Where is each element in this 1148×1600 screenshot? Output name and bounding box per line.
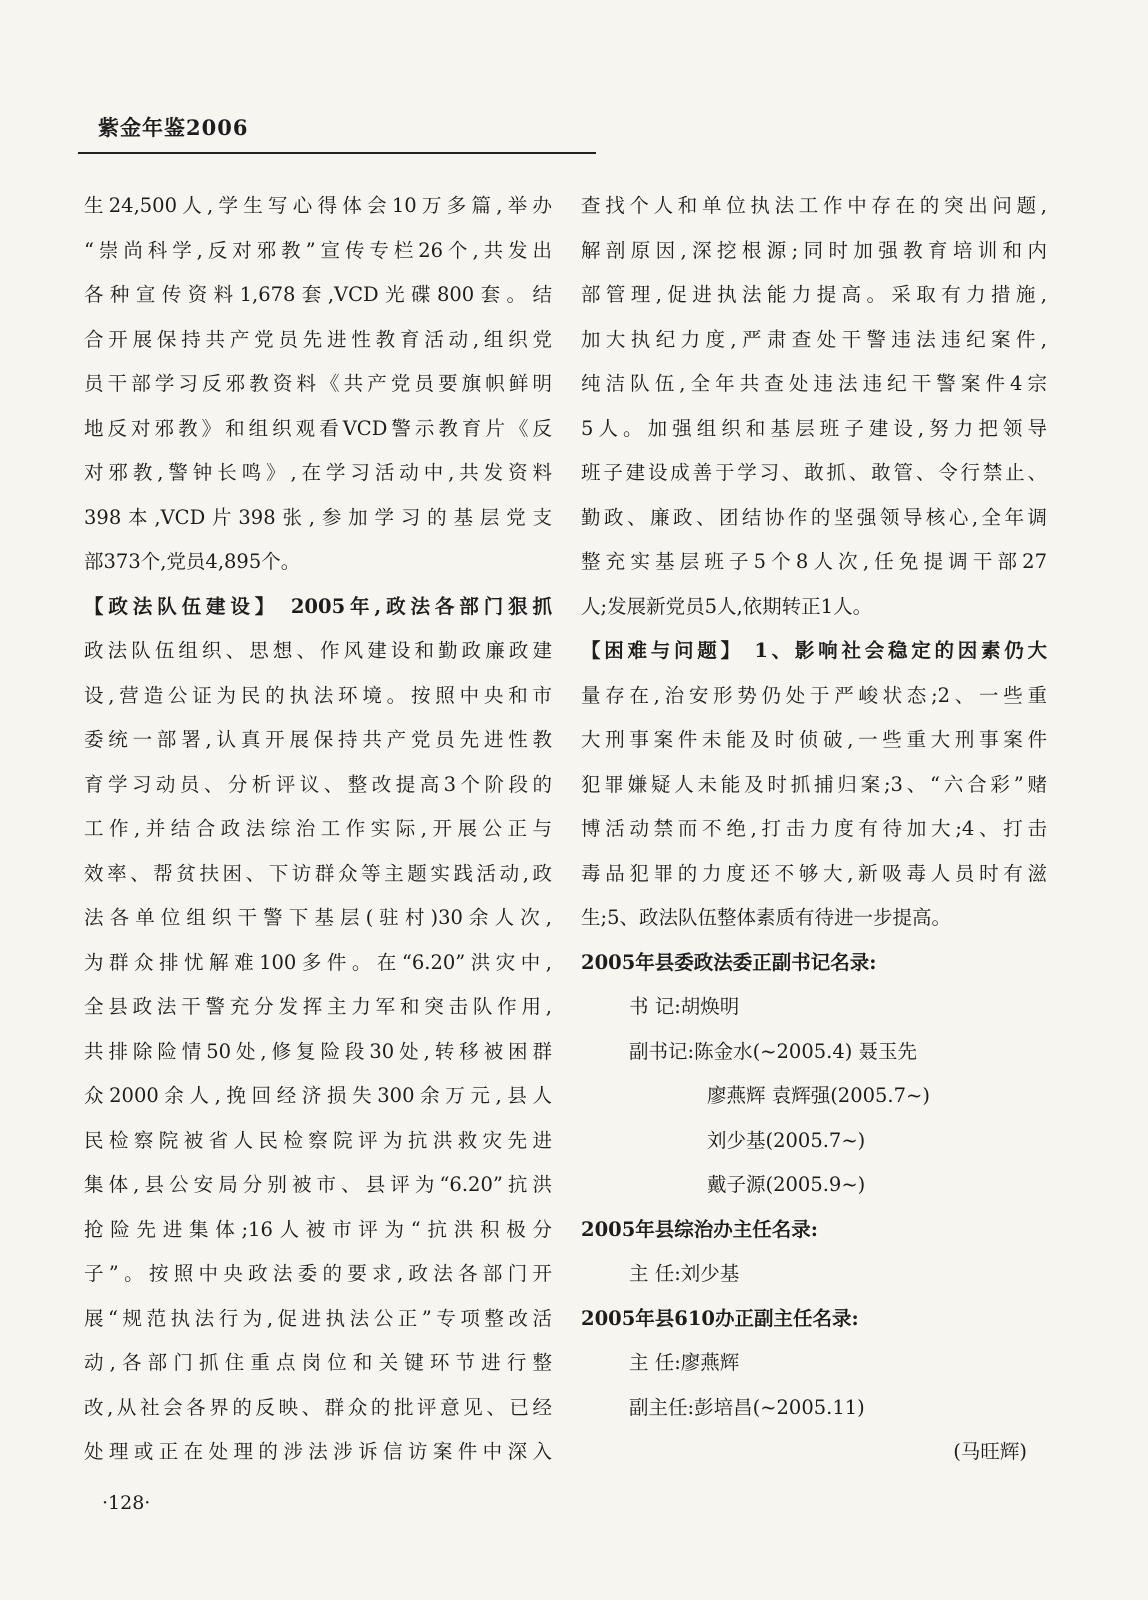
roster-heading: 2005年县委政法委正副书记名录: bbox=[581, 950, 877, 974]
text-line: 398本,VCD片398张,参加学习的基层党支 bbox=[84, 505, 552, 529]
page-number: ·128· bbox=[102, 1492, 151, 1514]
right-column bbox=[581, 184, 1047, 1475]
text-line: 纯洁队伍,全年共查处违法违纪干警案件4宗 bbox=[581, 372, 1047, 395]
text-line: 员干部学习反邪教资料《共产党员要旗帜鲜明 bbox=[84, 372, 552, 395]
text-line: 子”。按照中央政法委的要求,政法各部门开 bbox=[84, 1262, 552, 1285]
text-line: 犯罪嫌疑人未能及时抓捕归案;3、“六合彩”赌 bbox=[581, 772, 1047, 796]
text-line: 部管理,促进执法能力提高。采取有力措施, bbox=[581, 283, 1047, 306]
roster-entry: 副主任:彭培昌(~2005.11) bbox=[629, 1395, 865, 1419]
text-line: 对邪教,警钟长鸣》,在学习活动中,共发资料 bbox=[84, 461, 552, 484]
left-column bbox=[84, 184, 552, 1475]
text-line: 处理或正在处理的涉法涉诉信访案件中深入 bbox=[84, 1440, 552, 1463]
roster-entry: 主 任:刘少基 bbox=[629, 1262, 740, 1285]
text-line: 展“规范执法行为,促进执法公正”专项整改活 bbox=[84, 1306, 552, 1330]
running-header: 紫金年鉴2006 bbox=[98, 115, 249, 140]
text-line: 查找个人和单位执法工作中存在的突出问题, bbox=[581, 194, 1047, 217]
text-line: 共排除险情50处,修复险段30处,转移被困群 bbox=[84, 1039, 552, 1063]
text-line: 人;发展新党员5人,依期转正1人。 bbox=[581, 594, 873, 618]
text-line: 集体,县公安局分别被市、县评为“6.20”抗洪 bbox=[84, 1173, 552, 1196]
text-line: 抢险先进集体;16人被市评为“抗洪积极分 bbox=[84, 1217, 552, 1241]
text-line: 委统一部署,认真开展保持共产党员先进性教 bbox=[84, 728, 552, 751]
text-line: 法各单位组织干警下基层(驻村)30余人次, bbox=[84, 906, 552, 929]
text-line: 育学习动员、分析评议、整改提高3个阶段的 bbox=[84, 772, 552, 796]
section-heading-line: 【困难与问题】 1、影响社会稳定的因素仍大 bbox=[581, 639, 1047, 662]
text-line: 量存在,治安形势仍处于严峻状态;2、一些重 bbox=[581, 683, 1047, 707]
text-line: 勤政、廉政、团结协作的坚强领导核心,全年调 bbox=[581, 505, 1047, 529]
text-line: 整充实基层班子5个8人次,任免提调干部27 bbox=[581, 550, 1047, 573]
text-line: 工作,并结合政法综治工作实际,开展公正与 bbox=[84, 817, 552, 840]
author-credit: (马旺辉) bbox=[953, 1440, 1027, 1463]
roster-heading: 2005年县610办正副主任名录: bbox=[581, 1306, 859, 1330]
text-line: 政法队伍组织、思想、作风建设和勤政廉政建 bbox=[84, 639, 552, 662]
roster-heading: 2005年县综治办主任名录: bbox=[581, 1217, 818, 1241]
text-line: 动,各部门抓住重点岗位和关键环节进行整 bbox=[84, 1351, 552, 1374]
text-line: 部373个,党员4,895个。 bbox=[84, 550, 301, 573]
text-line: “崇尚科学,反对邪教”宣传专栏26个,共发出 bbox=[84, 238, 552, 262]
text-line: 众2000余人,挽回经济损失300余万元,县人 bbox=[84, 1084, 552, 1107]
roster-entry: 主 任:廖燕辉 bbox=[629, 1351, 740, 1374]
text-line: 博活动禁而不绝,打击力度有待加大;4、打击 bbox=[581, 817, 1047, 840]
text-line: 为群众排忧解难100多件。在“6.20”洪灾中, bbox=[84, 950, 552, 974]
roster-entry: 副书记:陈金水(~2005.4) 聂玉先 bbox=[629, 1039, 918, 1063]
text-line: 改,从社会各界的反映、群众的批评意见、已经 bbox=[84, 1395, 552, 1419]
text-line: 大刑事案件未能及时侦破,一些重大刑事案件 bbox=[581, 728, 1047, 751]
text-line: 加大执纪力度,严肃查处干警违法违纪案件, bbox=[581, 327, 1047, 351]
text-line: 班子建设成善于学习、敢抓、敢管、令行禁止、 bbox=[581, 461, 1047, 484]
text-line: 地反对邪教》和组织观看VCD警示教育片《反 bbox=[84, 416, 552, 440]
header-rule bbox=[78, 152, 596, 154]
text-line: 全县政法干警充分发挥主力军和突击队作用, bbox=[84, 995, 552, 1018]
text-line: 各种宣传资料1,678套,VCD光碟800套。结 bbox=[84, 283, 552, 306]
text-line: 5人。加强组织和基层班子建设,努力把领导 bbox=[581, 416, 1047, 440]
roster-entry: 廖燕辉 袁辉强(2005.7~) bbox=[707, 1084, 930, 1107]
text-line: 毒品犯罪的力度还不够大,新吸毒人员时有滋 bbox=[581, 861, 1047, 885]
text-line: 生24,500人,学生写心得体会10万多篇,举办 bbox=[84, 194, 552, 217]
text-line: 民检察院被省人民检察院评为抗洪救灾先进 bbox=[84, 1128, 552, 1152]
text-line: 生;5、政法队伍整体素质有待进一步提高。 bbox=[581, 906, 951, 929]
text-line: 解剖原因,深挖根源;同时加强教育培训和内 bbox=[581, 238, 1047, 262]
section-heading-line: 【政法队伍建设】 2005年,政法各部门狠抓 bbox=[84, 594, 552, 618]
roster-entry: 书 记:胡焕明 bbox=[629, 995, 740, 1018]
roster-entry: 戴子源(2005.9~) bbox=[707, 1173, 866, 1196]
text-line: 效率、帮贫扶困、下访群众等主题实践活动,政 bbox=[84, 861, 552, 885]
text-line: 合开展保持共产党员先进性教育活动,组织党 bbox=[84, 327, 552, 351]
roster-entry: 刘少基(2005.7~) bbox=[707, 1128, 866, 1152]
text-line: 设,营造公证为民的执法环境。按照中央和市 bbox=[84, 683, 552, 707]
